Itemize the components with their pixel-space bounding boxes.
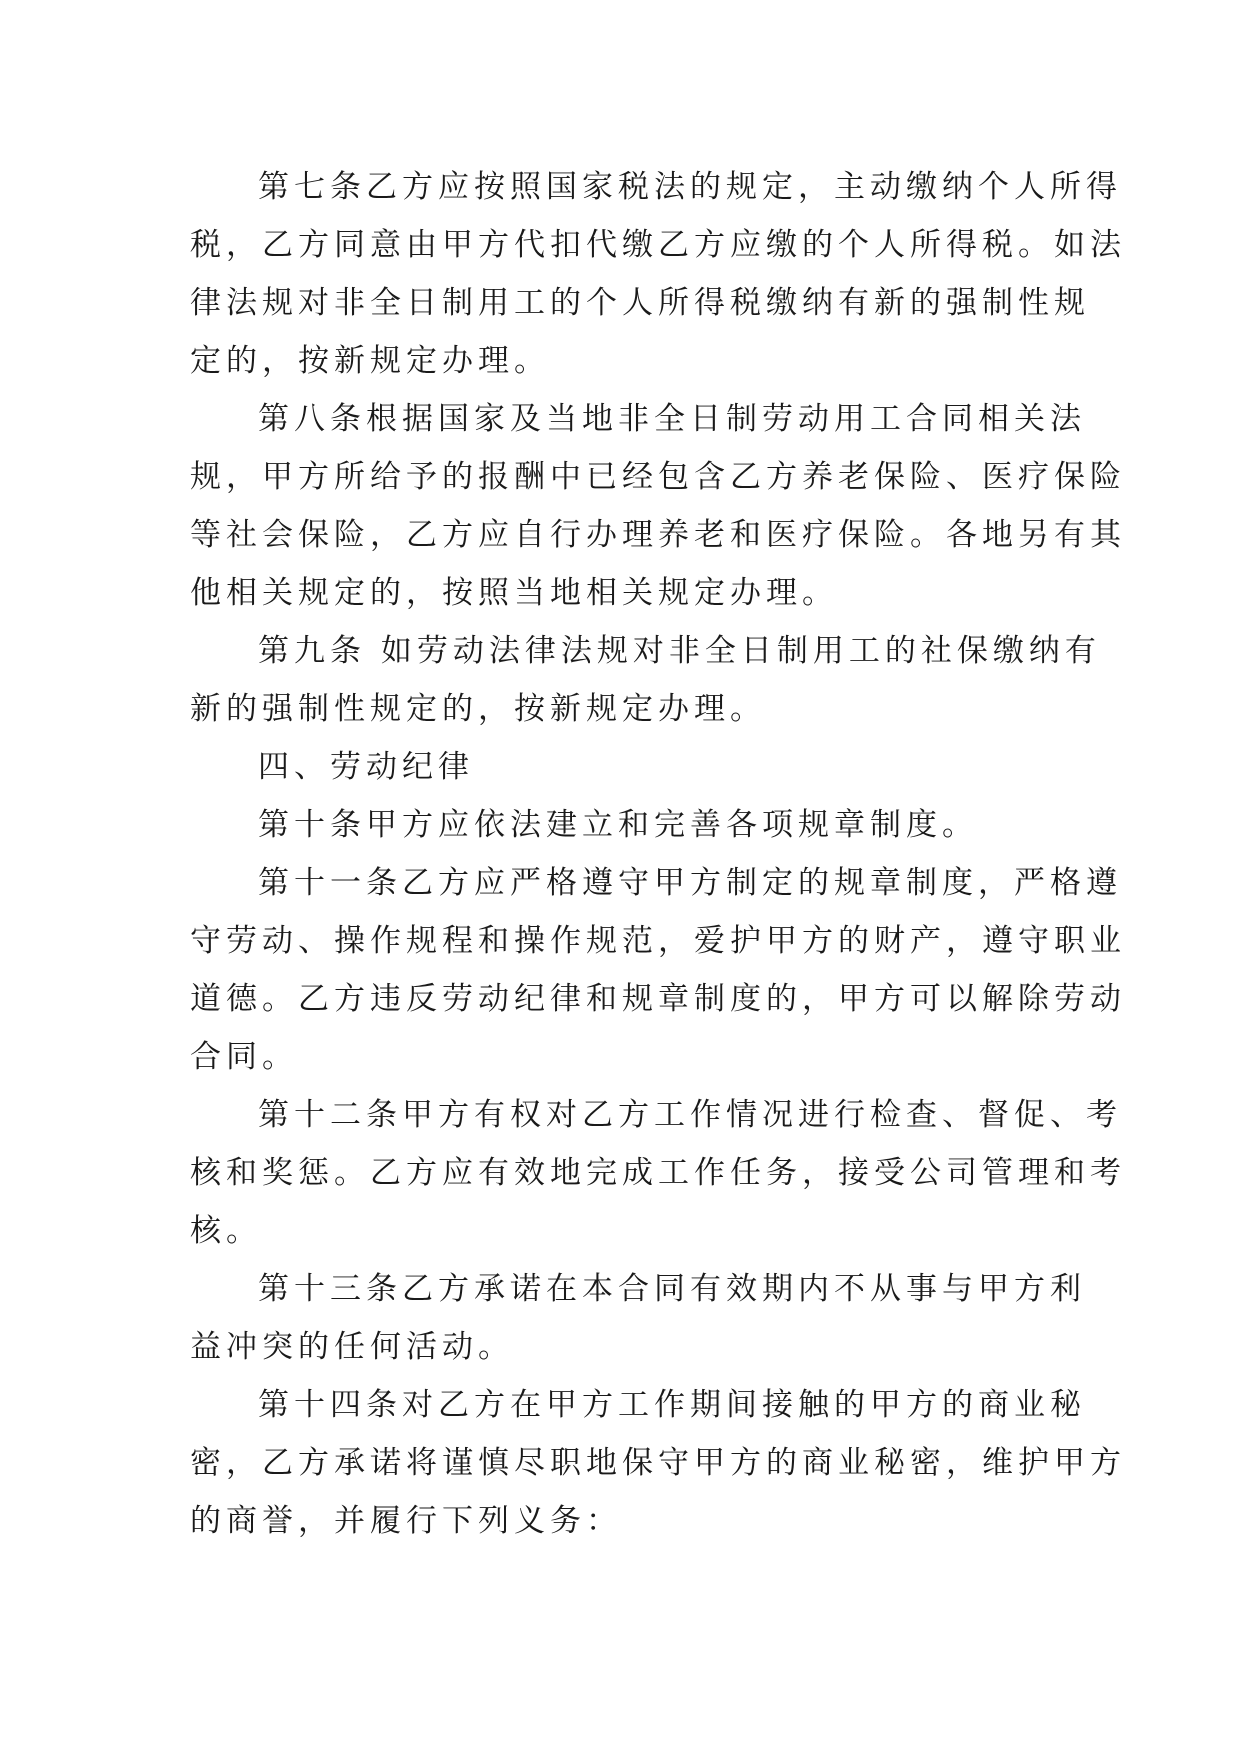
text-line: 第十条甲方应依法建立和完善各项规章制度。: [258, 807, 978, 843]
document-body: [190, 158, 1126, 1550]
text-line: 的商誉，并履行下列义务：: [190, 1503, 622, 1539]
paragraph-article-11: [190, 854, 1126, 1086]
text-line: 第七条乙方应按照国家税法的规定，主动缴纳个人所得: [258, 169, 1122, 205]
text-line: 等社会保险，乙方应自行办理养老和医疗保险。各地另有其: [190, 517, 1126, 553]
text-line: 第十一条乙方应严格遵守甲方制定的规章制度，严格遵: [258, 865, 1122, 901]
text-line: 定的，按新规定办理。: [190, 343, 550, 379]
text-line: 新的强制性规定的，按新规定办理。: [190, 691, 766, 727]
paragraph-article-7: [190, 158, 1126, 390]
paragraph-article-8: [190, 390, 1126, 622]
text-line: 合同。: [190, 1039, 298, 1075]
text-line: 密，乙方承诺将谨慎尽职地保守甲方的商业秘密，维护甲方: [190, 1445, 1126, 1481]
text-line: 第十四条对乙方在甲方工作期间接触的甲方的商业秘: [258, 1387, 1086, 1423]
text-line: 核。: [190, 1213, 262, 1249]
text-line: 第十二条甲方有权对乙方工作情况进行检查、督促、考: [258, 1097, 1122, 1133]
text-line: 他相关规定的，按照当地相关规定办理。: [190, 575, 838, 611]
paragraph-article-12: [190, 1086, 1126, 1260]
text-line: 规，甲方所给予的报酬中已经包含乙方养老保险、医疗保险: [190, 459, 1126, 495]
paragraph-article-14: [190, 1376, 1126, 1550]
paragraph-article-13: [190, 1260, 1086, 1376]
text-line: 第八条根据国家及当地非全日制劳动用工合同相关法: [258, 401, 1086, 437]
paragraph-article-9: [190, 622, 1101, 738]
text-line: 守劳动、操作规程和操作规范，爱护甲方的财产，遵守职业: [190, 923, 1126, 959]
text-line: 益冲突的任何活动。: [190, 1329, 514, 1365]
text-line: 税，乙方同意由甲方代扣代缴乙方应缴的个人所得税。如法: [190, 227, 1126, 263]
text-line: 律法规对非全日制用工的个人所得税缴纳有新的强制性规: [190, 285, 1090, 321]
text-line: 第九条 如劳动法律法规对非全日制用工的社保缴纳有: [258, 633, 1101, 669]
text-line: 核和奖惩。乙方应有效地完成工作任务，接受公司管理和考: [190, 1155, 1126, 1191]
text-line: 第十三条乙方承诺在本合同有效期内不从事与甲方利: [258, 1271, 1086, 1307]
paragraph-article-10: [190, 796, 1050, 854]
text-line: 道德。乙方违反劳动纪律和规章制度的，甲方可以解除劳动: [190, 981, 1126, 1017]
text-line: 四、劳动纪律: [258, 749, 474, 785]
paragraph-section-4-heading: [190, 738, 1050, 796]
